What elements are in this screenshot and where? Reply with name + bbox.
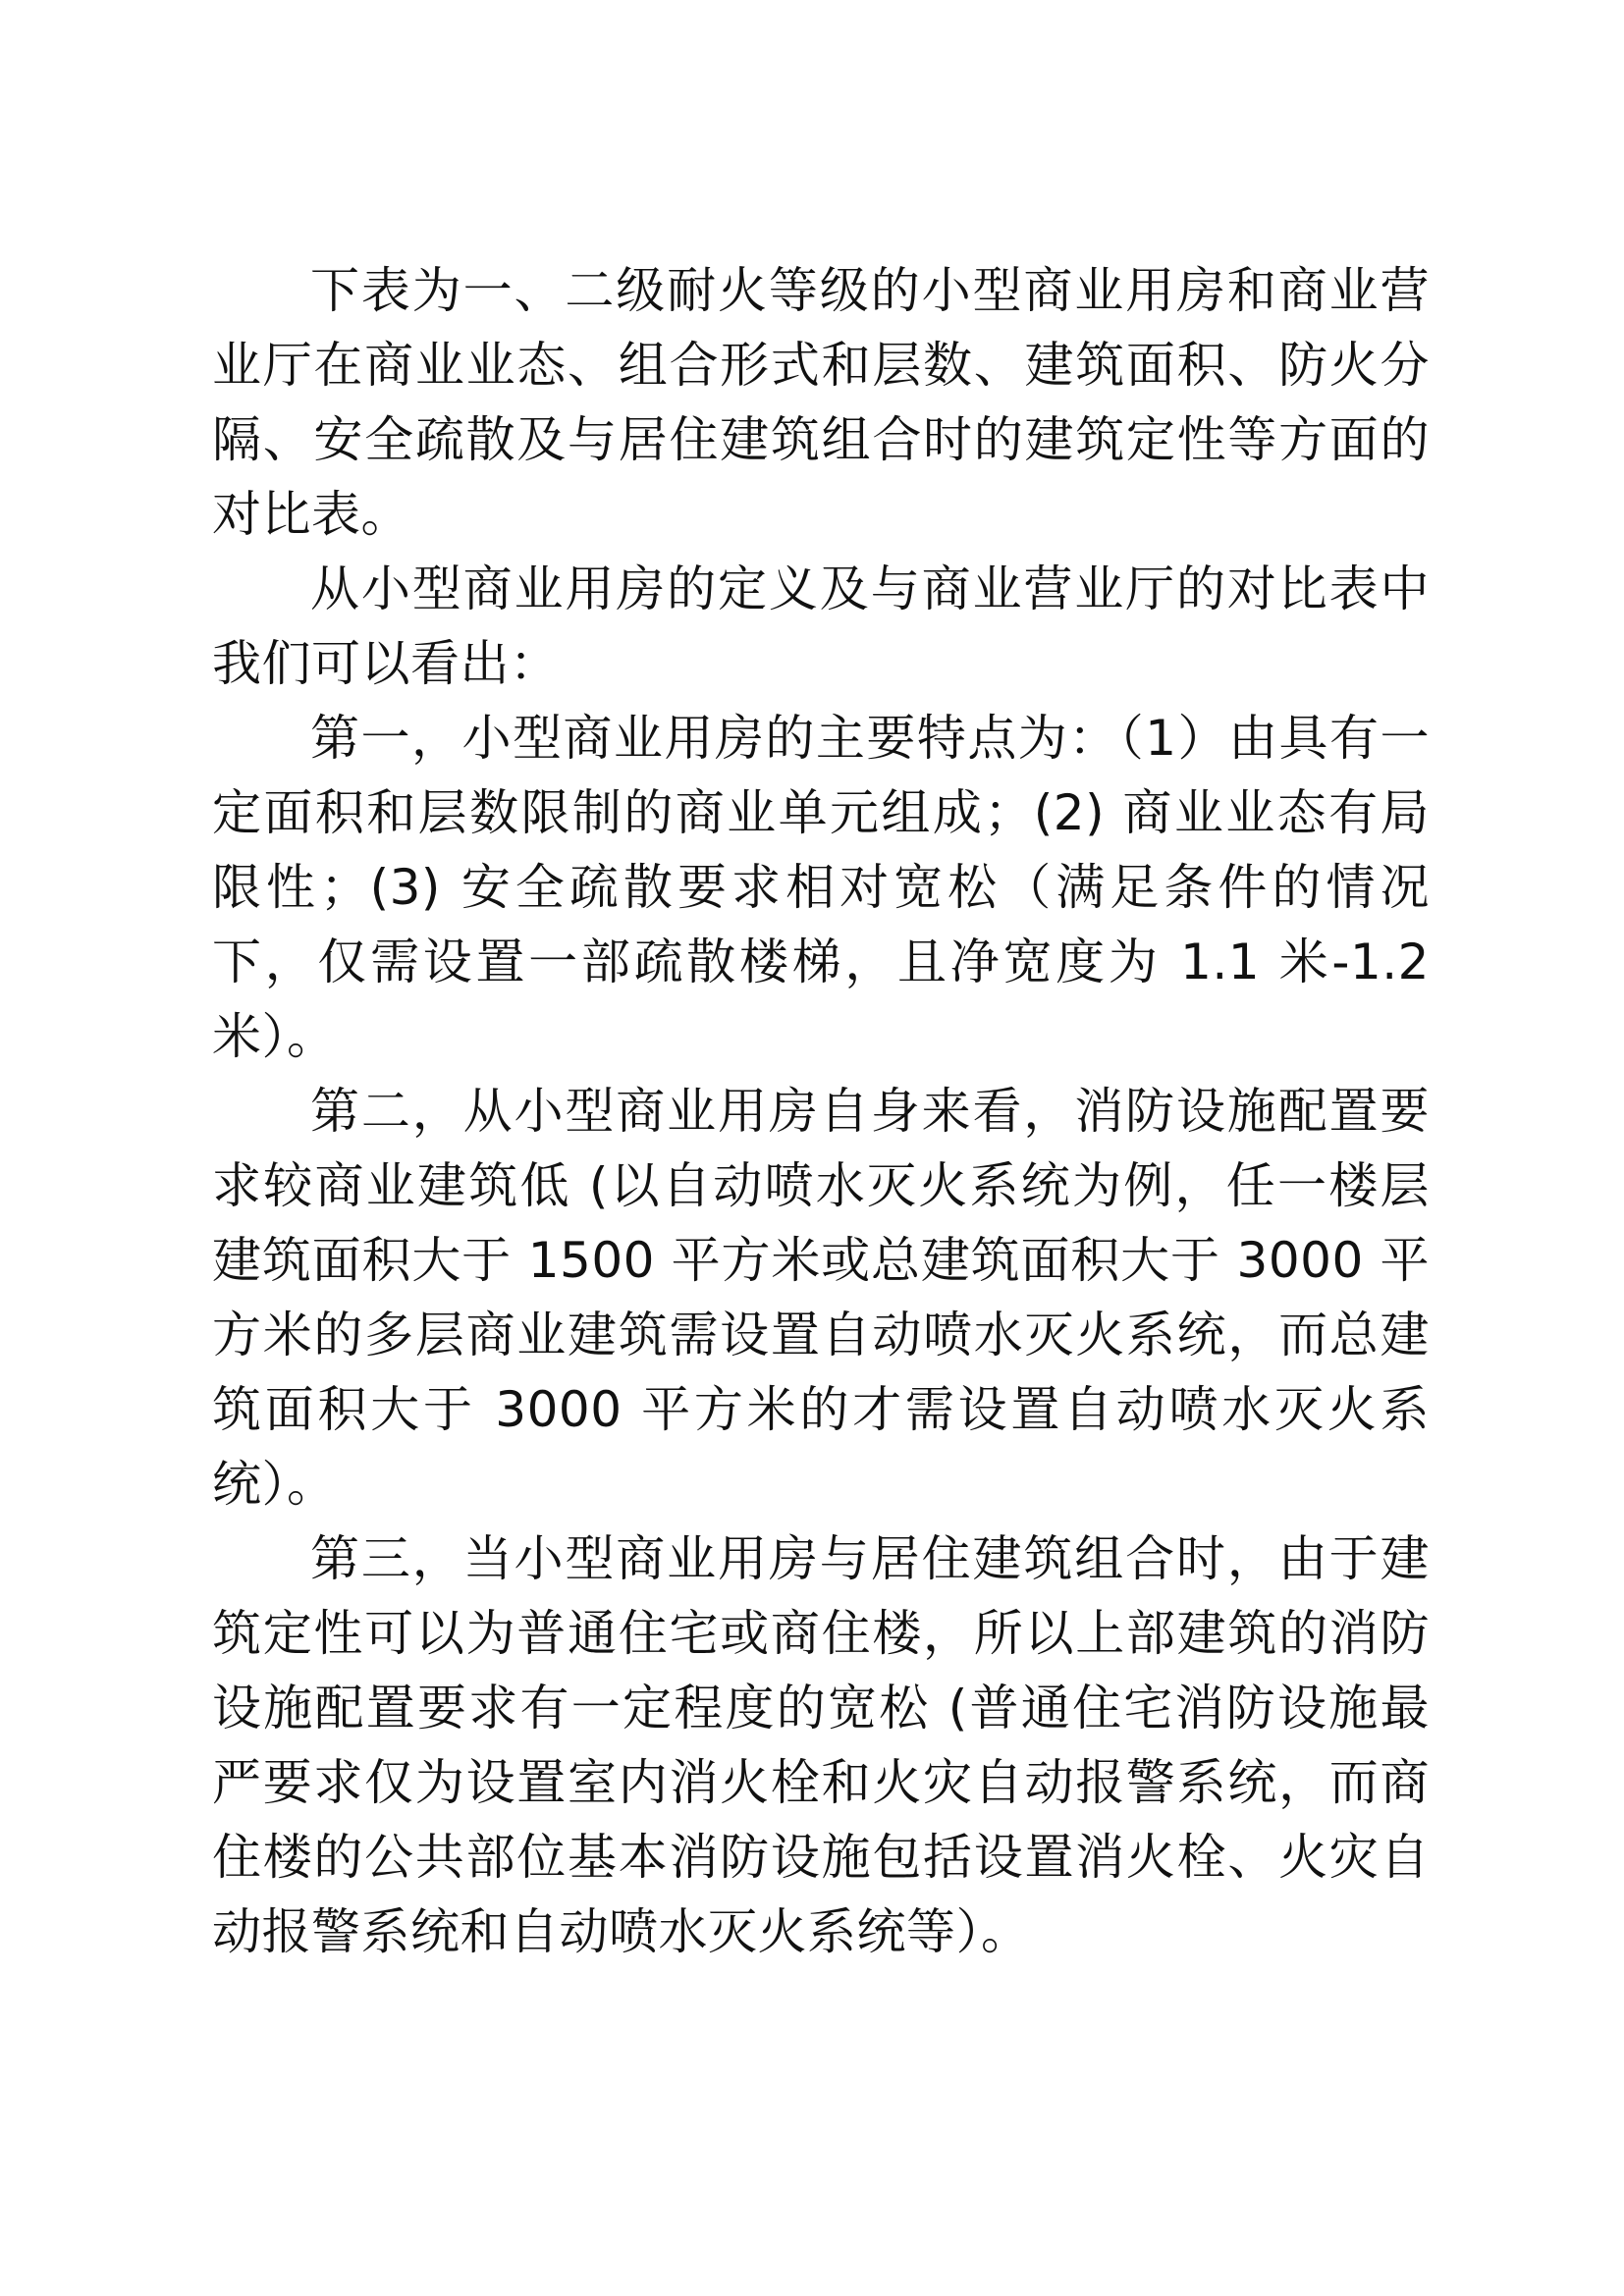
paragraph-comparison-intro: 下表为一、二级耐火等级的小型商业用房和商业营业厅在商业业态、组合形式和层数、建筑面积、防火分隔、安全疏散及与居住建筑组合时的建筑定性等方面的对比表。 [212,262,1430,543]
paragraph-conclusion-lead: 从小型商业用房的定义及与商业营业厅的对比表中我们可以看出： [212,561,1430,692]
paragraph-point-three: 第三，当小型商业用房与居住建筑组合时，由于建筑定性可以为普通住宅或商住楼，所以上部建筑的消防设施配置要求有一定程度的宽松 (普通住宅消防设施最严要求仅为设置室内消火栓和火灾自动报警系统，而商住楼的公共部位基本消防设施包括设置消火栓、火灾自动报警系统和自动喷水灭火系统等）。 [212,1530,1430,1960]
document-body [212,253,1430,1969]
paragraph-point-two: 第二，从小型商业用房自身来看，消防设施配置要求较商业建筑低 (以自动喷水灭火系统为例，任一楼层建筑面积大于 1500 平方米或总建筑面积大于 3000 平方米的多层商业建筑需设置自动喷水灭火系统，而总建筑面积大于 3000 平方米的才需设置自动喷水灭火系统）。 [212,1083,1430,1513]
paragraph-point-one: 第一，小型商业用房的主要特点为：（1）由具有一定面积和层数限制的商业单元组成；(2) 商业业态有局限性；(3) 安全疏散要求相对宽松（满足条件的情况下，仅需设置一部疏散楼梯，且净宽度为 1.1 米-1.2 米）。 [212,710,1430,1065]
